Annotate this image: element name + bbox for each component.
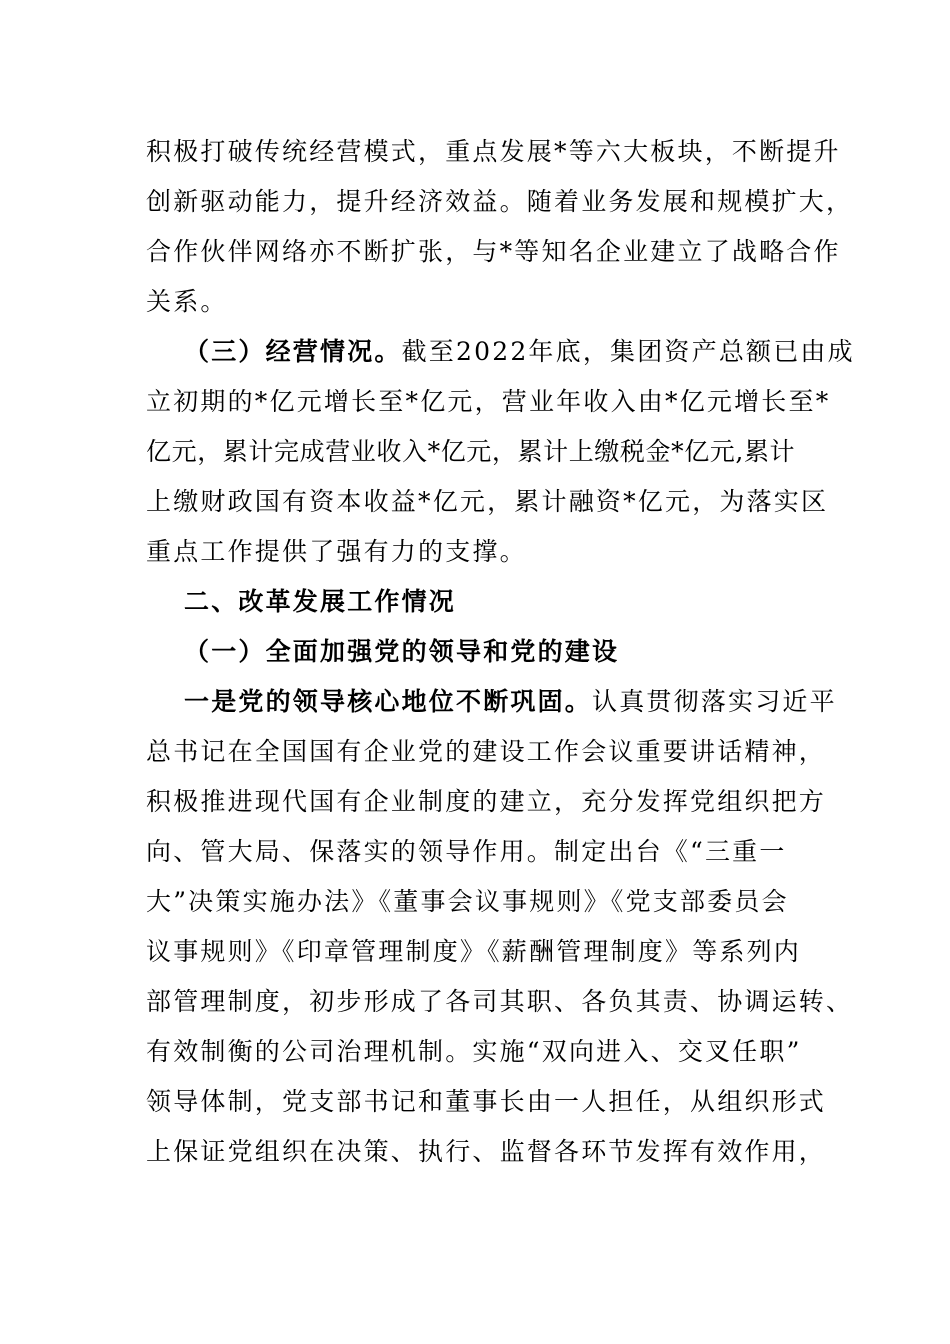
text-line: 重点工作提供了强有力的支撑。 (146, 537, 527, 566)
text-line: 领导体制，党支部书记和董事长由一人担任，从组织形式 (146, 1087, 827, 1116)
text-line: 总书记在全国国有企业党的建设工作会议重要讲话精神， (146, 737, 827, 766)
section-heading-reform: 二、改革发展工作情况 (184, 587, 457, 616)
text-span: 截至2022年底，集团资产总额已由成 (401, 337, 855, 366)
text-line: 上缴财政国有资本收益*亿元，累计融资*亿元，为落实区 (146, 487, 829, 516)
text-line: 积极推进现代国有企业制度的建立，充分发挥党组织把方 (146, 787, 827, 816)
text-line: 大”决策实施办法》《董事会议事规则》《党支部委员会 (146, 887, 789, 916)
text-line: 创新驱动能力，提升经济效益。随着业务发展和规模扩大， (146, 187, 854, 216)
text-line: 亿元，累计完成营业收入*亿元，累计上缴税金*亿元,累计 (146, 437, 796, 466)
text-line: 关系。 (146, 287, 228, 316)
section-heading-operations: （三）经营情况。 (184, 337, 402, 366)
subsection-heading-party-leadership: （一）全面加强党的领导和党的建设 (184, 637, 620, 666)
point-heading-one: 一是党的领导核心地位不断巩固。 (184, 687, 593, 716)
text-line: 合作伙伴网络亦不断扩张，与*等知名企业建立了战略合作 (146, 237, 841, 266)
text-line: 有效制衡的公司治理机制。实施“双向进入、交叉任职” (146, 1037, 802, 1066)
text-span: 认真贯彻落实习近平 (592, 687, 837, 716)
text-line: 上保证党组织在决策、执行、监督各环节发挥有效作用， (146, 1137, 827, 1166)
paragraph-heading-line (184, 682, 837, 722)
paragraph-heading-line (184, 332, 855, 372)
text-line: 向、管大局、保落实的领导作用。制定出台《“三重一 (146, 837, 787, 866)
text-line: 积极打破传统经营模式，重点发展*等六大板块，不断提升 (146, 137, 841, 166)
text-line: 议事规则》《印章管理制度》《薪酬管理制度》等系列内 (146, 937, 802, 966)
text-line: 立初期的*亿元增长至*亿元，营业年收入由*亿元增长至* (146, 387, 831, 416)
text-line: 部管理制度，初步形成了各司其职、各负其责、协调运转、 (146, 987, 854, 1016)
